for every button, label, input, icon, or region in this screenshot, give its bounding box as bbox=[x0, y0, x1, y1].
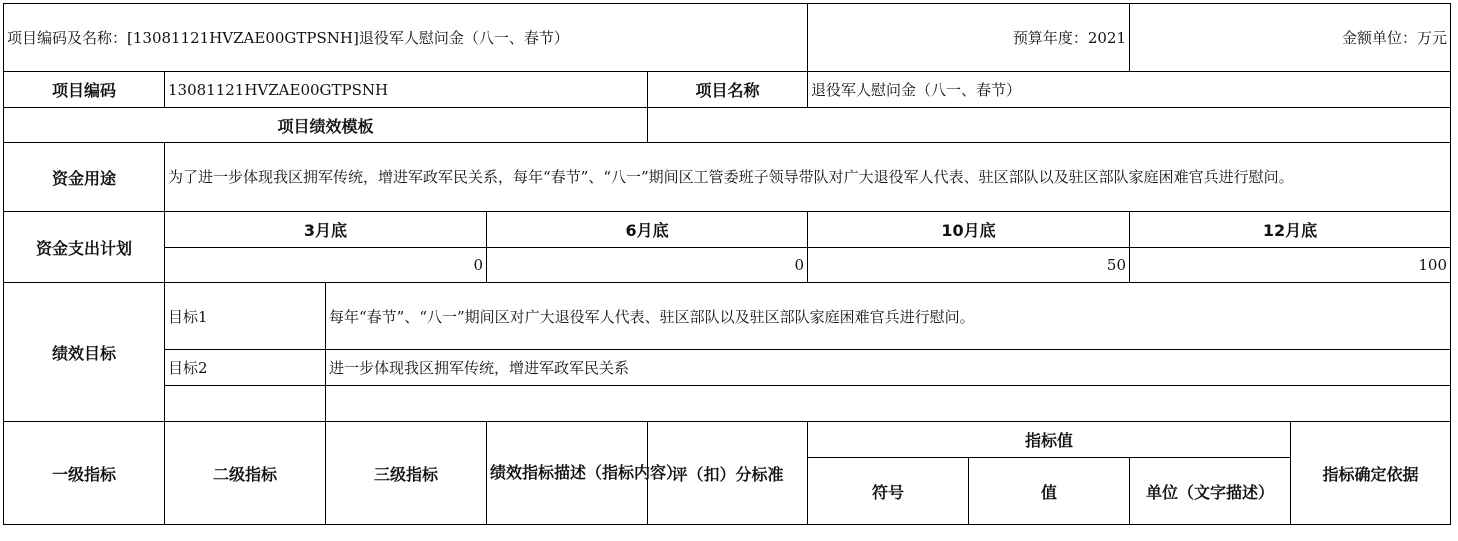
plan-period-oct: 10月底 bbox=[808, 212, 1130, 248]
indicator-basis-header: 指标确定依据 bbox=[1291, 422, 1451, 525]
fund-use-text: 为了进一步体现我区拥军传统，增进军政军民关系，每年“春节”、“八一”期间区工管委班子领导带队对广大退役军人代表、驻区部队以及驻区部队家庭困难官兵进行慰问。 bbox=[165, 143, 1451, 212]
amount-unit: 金额单位：万元 bbox=[1130, 4, 1451, 72]
goal-3-name bbox=[165, 386, 326, 422]
plan-value-row bbox=[4, 248, 1451, 283]
goal-1-text: 每年“春节”、“八一”期间区对广大退役军人代表、驻区部队以及驻区部队家庭困难官兵进行慰问。 bbox=[326, 283, 1451, 350]
goal-2-text: 进一步体现我区拥军传统，增进军政军民关系 bbox=[326, 350, 1451, 386]
indicator-level2-header: 二级指标 bbox=[165, 422, 326, 525]
plan-period-jun: 6月底 bbox=[487, 212, 808, 248]
title-row bbox=[4, 4, 1451, 72]
indicator-description-header: 绩效指标描述（指标内容） bbox=[487, 422, 648, 525]
goal-3-text bbox=[326, 386, 1451, 422]
goal-row-empty bbox=[4, 386, 1451, 422]
plan-value-mar: 0 bbox=[165, 248, 487, 283]
plan-value-jun: 0 bbox=[487, 248, 808, 283]
project-code-label: 项目编码 bbox=[4, 72, 165, 108]
fund-use-row bbox=[4, 143, 1451, 212]
indicator-symbol-header: 符号 bbox=[808, 458, 969, 525]
goal-row bbox=[4, 283, 1451, 350]
template-label: 项目绩效模板 bbox=[4, 108, 648, 143]
project-info-row bbox=[4, 72, 1451, 108]
project-title-label: 项目编码及名称： bbox=[7, 29, 128, 47]
indicator-value-header: 值 bbox=[969, 458, 1130, 525]
goal-row bbox=[4, 350, 1451, 386]
indicator-level3-header: 三级指标 bbox=[326, 422, 487, 525]
project-name-value: 退役军人慰问金（八一、春节） bbox=[808, 72, 1451, 108]
indicator-header-row bbox=[4, 422, 1451, 458]
project-code-value: 13081121HVZAE00GTPSNH bbox=[165, 72, 648, 108]
project-title-cell bbox=[4, 4, 808, 72]
plan-period-dec: 12月底 bbox=[1130, 212, 1451, 248]
project-name-label: 项目名称 bbox=[648, 72, 808, 108]
goals-label: 绩效目标 bbox=[4, 283, 165, 422]
fund-use-label: 资金用途 bbox=[4, 143, 165, 212]
goal-2-name: 目标2 bbox=[165, 350, 326, 386]
indicator-unit-header: 单位（文字描述） bbox=[1130, 458, 1291, 525]
goal-1-name: 目标1 bbox=[165, 283, 326, 350]
project-title-value: [13081121HVZAE00GTPSNH]退役军人慰问金（八一、春节） bbox=[127, 29, 569, 47]
budget-year: 预算年度：2021 bbox=[808, 4, 1130, 72]
indicator-scoring-header: 评（扣）分标准 bbox=[648, 422, 808, 525]
template-row bbox=[4, 108, 1451, 143]
performance-sheet bbox=[3, 3, 1451, 525]
indicator-value-group-header: 指标值 bbox=[808, 422, 1291, 458]
plan-value-dec: 100 bbox=[1130, 248, 1451, 283]
plan-period-row bbox=[4, 212, 1451, 248]
template-empty-cell bbox=[648, 108, 1451, 143]
plan-label: 资金支出计划 bbox=[4, 212, 165, 283]
plan-value-oct: 50 bbox=[808, 248, 1130, 283]
plan-period-mar: 3月底 bbox=[165, 212, 487, 248]
indicator-level1-header: 一级指标 bbox=[4, 422, 165, 525]
